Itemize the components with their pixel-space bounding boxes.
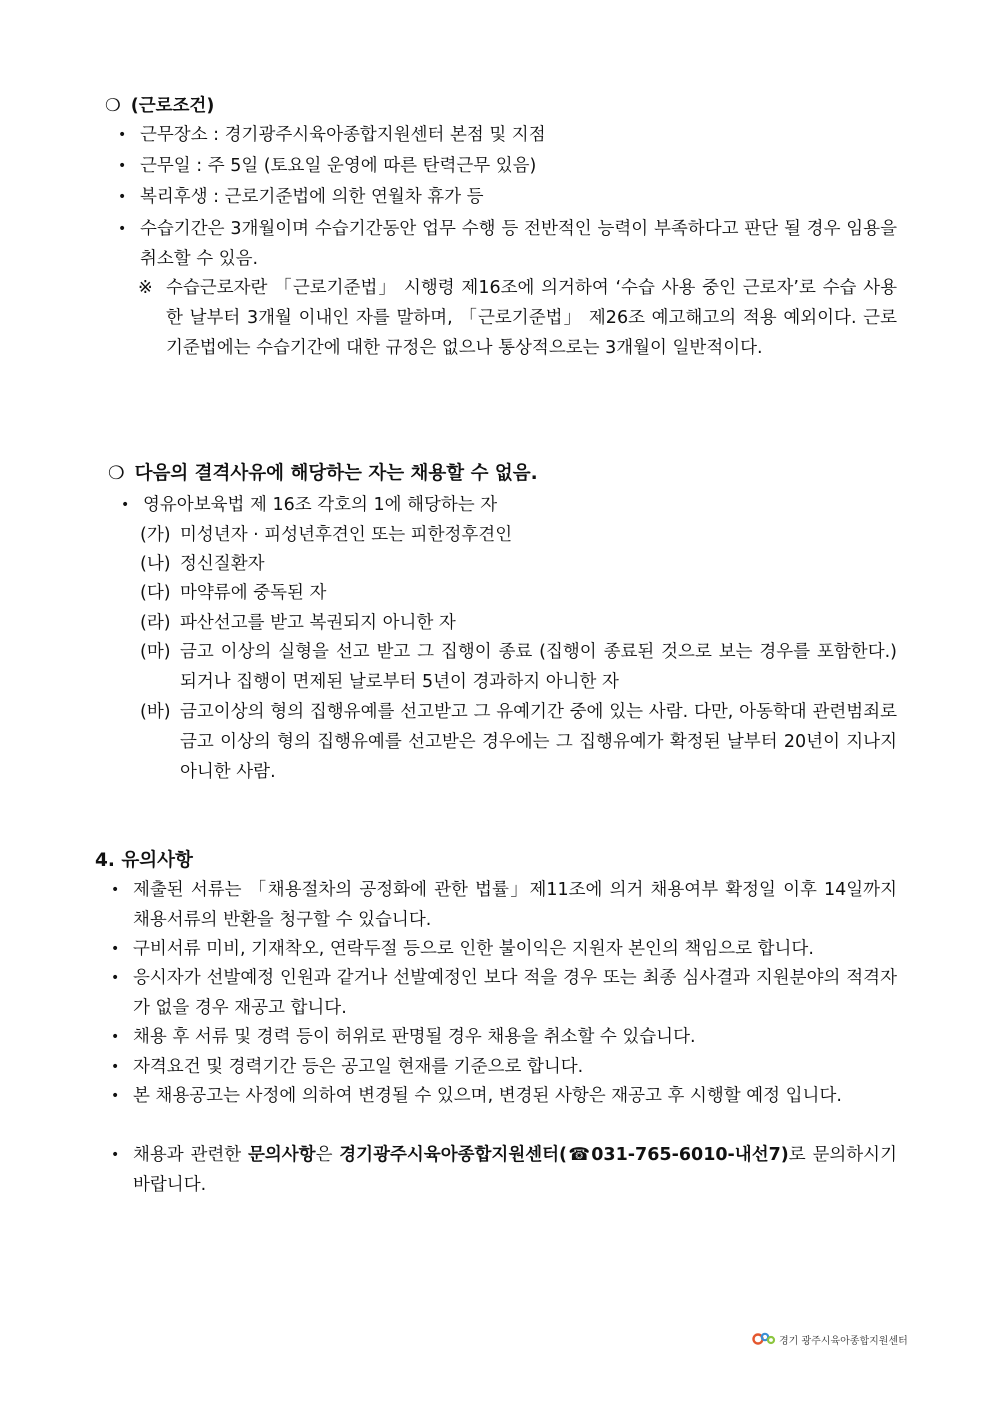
- list-item: [118, 151, 537, 181]
- reference-mark: ※: [138, 278, 153, 298]
- disqualify-item: [140, 697, 897, 787]
- bullet-dot: •: [111, 941, 120, 957]
- note-text: 자격요건 및 경력기간 등은 공고일 현재를 기준으로 합니다.: [133, 1057, 584, 1077]
- list-item: [111, 1052, 897, 1082]
- disqualify-heading-text: 다음의 결격사유에 해당하는 자는 채용할 수 없음.: [134, 463, 538, 484]
- list-item: [111, 875, 897, 935]
- note-text: 응시자가 선발예정 인원과 같거나 선발예정인 보다 적을 경우 또는 최종 심사결과 지원분야의 적격자가 없을 경우 재공고 합니다.: [133, 968, 897, 1018]
- circle-marker: ❍: [108, 463, 125, 484]
- item-tag: (다): [140, 583, 171, 603]
- disqualify-item: [140, 578, 327, 608]
- item-text: 미성년자 · 피성년후견인 또는 피한정후견인: [180, 525, 513, 545]
- contact-post: 로 문의하시기 바랍니다.: [133, 1145, 897, 1195]
- item-tag: (가): [140, 525, 171, 545]
- disqualify-item: [140, 549, 265, 579]
- item-text: 파산선고를 받고 복권되지 아니한 자: [180, 613, 456, 633]
- contact-phone: 경기광주시육아종합지원센터(☎031-765-6010-내선7): [339, 1145, 789, 1165]
- welfare: 복리후생 : 근로기준법에 의한 연월차 휴가 등: [140, 187, 484, 207]
- contact-pre: 채용과 관련한: [133, 1145, 248, 1165]
- item-tag: (바): [140, 702, 171, 722]
- bullet-dot: •: [121, 497, 130, 513]
- bullet-dot: •: [111, 970, 120, 986]
- item-text: 금고 이상의 실형을 선고 받고 그 집행이 종료 (집행이 종료된 것으로 보는 경우를 포함한다.) 되거나 집행이 면제된 날로부터 5년이 경과하지 아니한 자: [180, 642, 897, 692]
- note-text: 본 채용공고는 사정에 의하여 변경될 수 있으며, 변경된 사항은 재공고 후 시행할 예정 입니다.: [133, 1086, 842, 1106]
- note-text: 구비서류 미비, 기재착오, 연락두절 등으로 인한 불이익은 지원자 본인의 책임으로 합니다.: [133, 939, 814, 959]
- bullet-dot: •: [111, 1147, 120, 1163]
- contact-mid: 은: [315, 1145, 340, 1165]
- footer-org-name: 경기 광주시육아종합지원센터: [779, 1335, 908, 1347]
- item-text: 정신질환자: [180, 554, 265, 574]
- note-text: 제출된 서류는 「채용절차의 공정화에 관한 법률」제11조에 의거 채용여부 확정일 이후 14일까지 채용서류의 반환을 청구할 수 있습니다.: [133, 880, 897, 930]
- item-tag: (나): [140, 554, 171, 574]
- probation-text: 수습기간은 3개월이며 수습기간동안 업무 수행 등 전반적인 능력이 부족하다고 판단 될 경우 임용을 취소할 수 있음.: [140, 219, 897, 269]
- circle-marker: ❍: [105, 96, 121, 116]
- probation-note: [138, 273, 897, 363]
- conditions-heading: [105, 92, 214, 117]
- bullet-dot: •: [111, 1088, 120, 1104]
- item-tag: (마): [140, 642, 171, 662]
- bullet-dot: •: [111, 882, 120, 898]
- list-item: [118, 120, 546, 150]
- list-item: [111, 934, 897, 964]
- item-text: 금고이상의 형의 집행유예를 선고받고 그 유예기간 중에 있는 사람. 다만, 아동학대 관련범죄로 금고 이상의 형의 집행유예를 선고받은 경우에는 그 집행유예가 확정된 날부터 20년이 지나지 아니한 사람.: [180, 702, 897, 782]
- item-tag: (라): [140, 613, 171, 633]
- list-item: [118, 182, 484, 212]
- footer-logo: [752, 1330, 908, 1348]
- probation-note-text: 수습근로자란 「근로기준법」 시행령 제16조에 의거하여 ‘수습 사용 중인 근로자’로 수습 사용한 날부터 3개월 이내인 자를 말하며, 「근로기준법」 제26조 예고해고의 적용 예외이다. 근로기준법에는 수습기간에 대한 규정은 없으나 통상적으로는 3개월이 일반적이다.: [166, 278, 897, 358]
- work-location: 근무장소 : 경기광주시육아종합지원센터 본점 및 지점: [140, 125, 546, 145]
- item-text: 마약류에 중독된 자: [180, 583, 327, 603]
- center-logo-icon: [752, 1330, 776, 1348]
- disqualify-item: [140, 520, 513, 550]
- disqualify-lead: 영유아보육법 제 16조 각호의 1에 해당하는 자: [143, 495, 498, 515]
- notes-heading: 4. 유의사항: [95, 850, 193, 871]
- work-days: 근무일 : 주 5일 (토요일 운영에 따른 탄력근무 있음): [140, 156, 537, 176]
- disqualify-heading: [108, 459, 538, 485]
- disqualify-item: [140, 608, 456, 638]
- probation-paragraph: [118, 214, 897, 274]
- list-item: [111, 1081, 897, 1111]
- contact-item: [111, 1140, 897, 1200]
- contact-emphasis: 문의사항: [247, 1145, 316, 1165]
- note-text: 채용 후 서류 및 경력 등이 허위로 판명될 경우 채용을 취소할 수 있습니다.: [133, 1027, 696, 1047]
- list-item: [111, 1022, 897, 1052]
- bullet-dot: •: [111, 1029, 120, 1045]
- bullet-dot: •: [118, 189, 127, 205]
- list-item: [121, 490, 498, 520]
- disqualify-item: [140, 637, 897, 697]
- bullet-dot: •: [111, 1059, 120, 1075]
- bullet-dot: •: [118, 158, 127, 174]
- list-item: [111, 963, 897, 1023]
- conditions-heading-text: (근로조건): [130, 96, 215, 116]
- bullet-dot: •: [118, 221, 127, 237]
- bullet-dot: •: [118, 127, 127, 143]
